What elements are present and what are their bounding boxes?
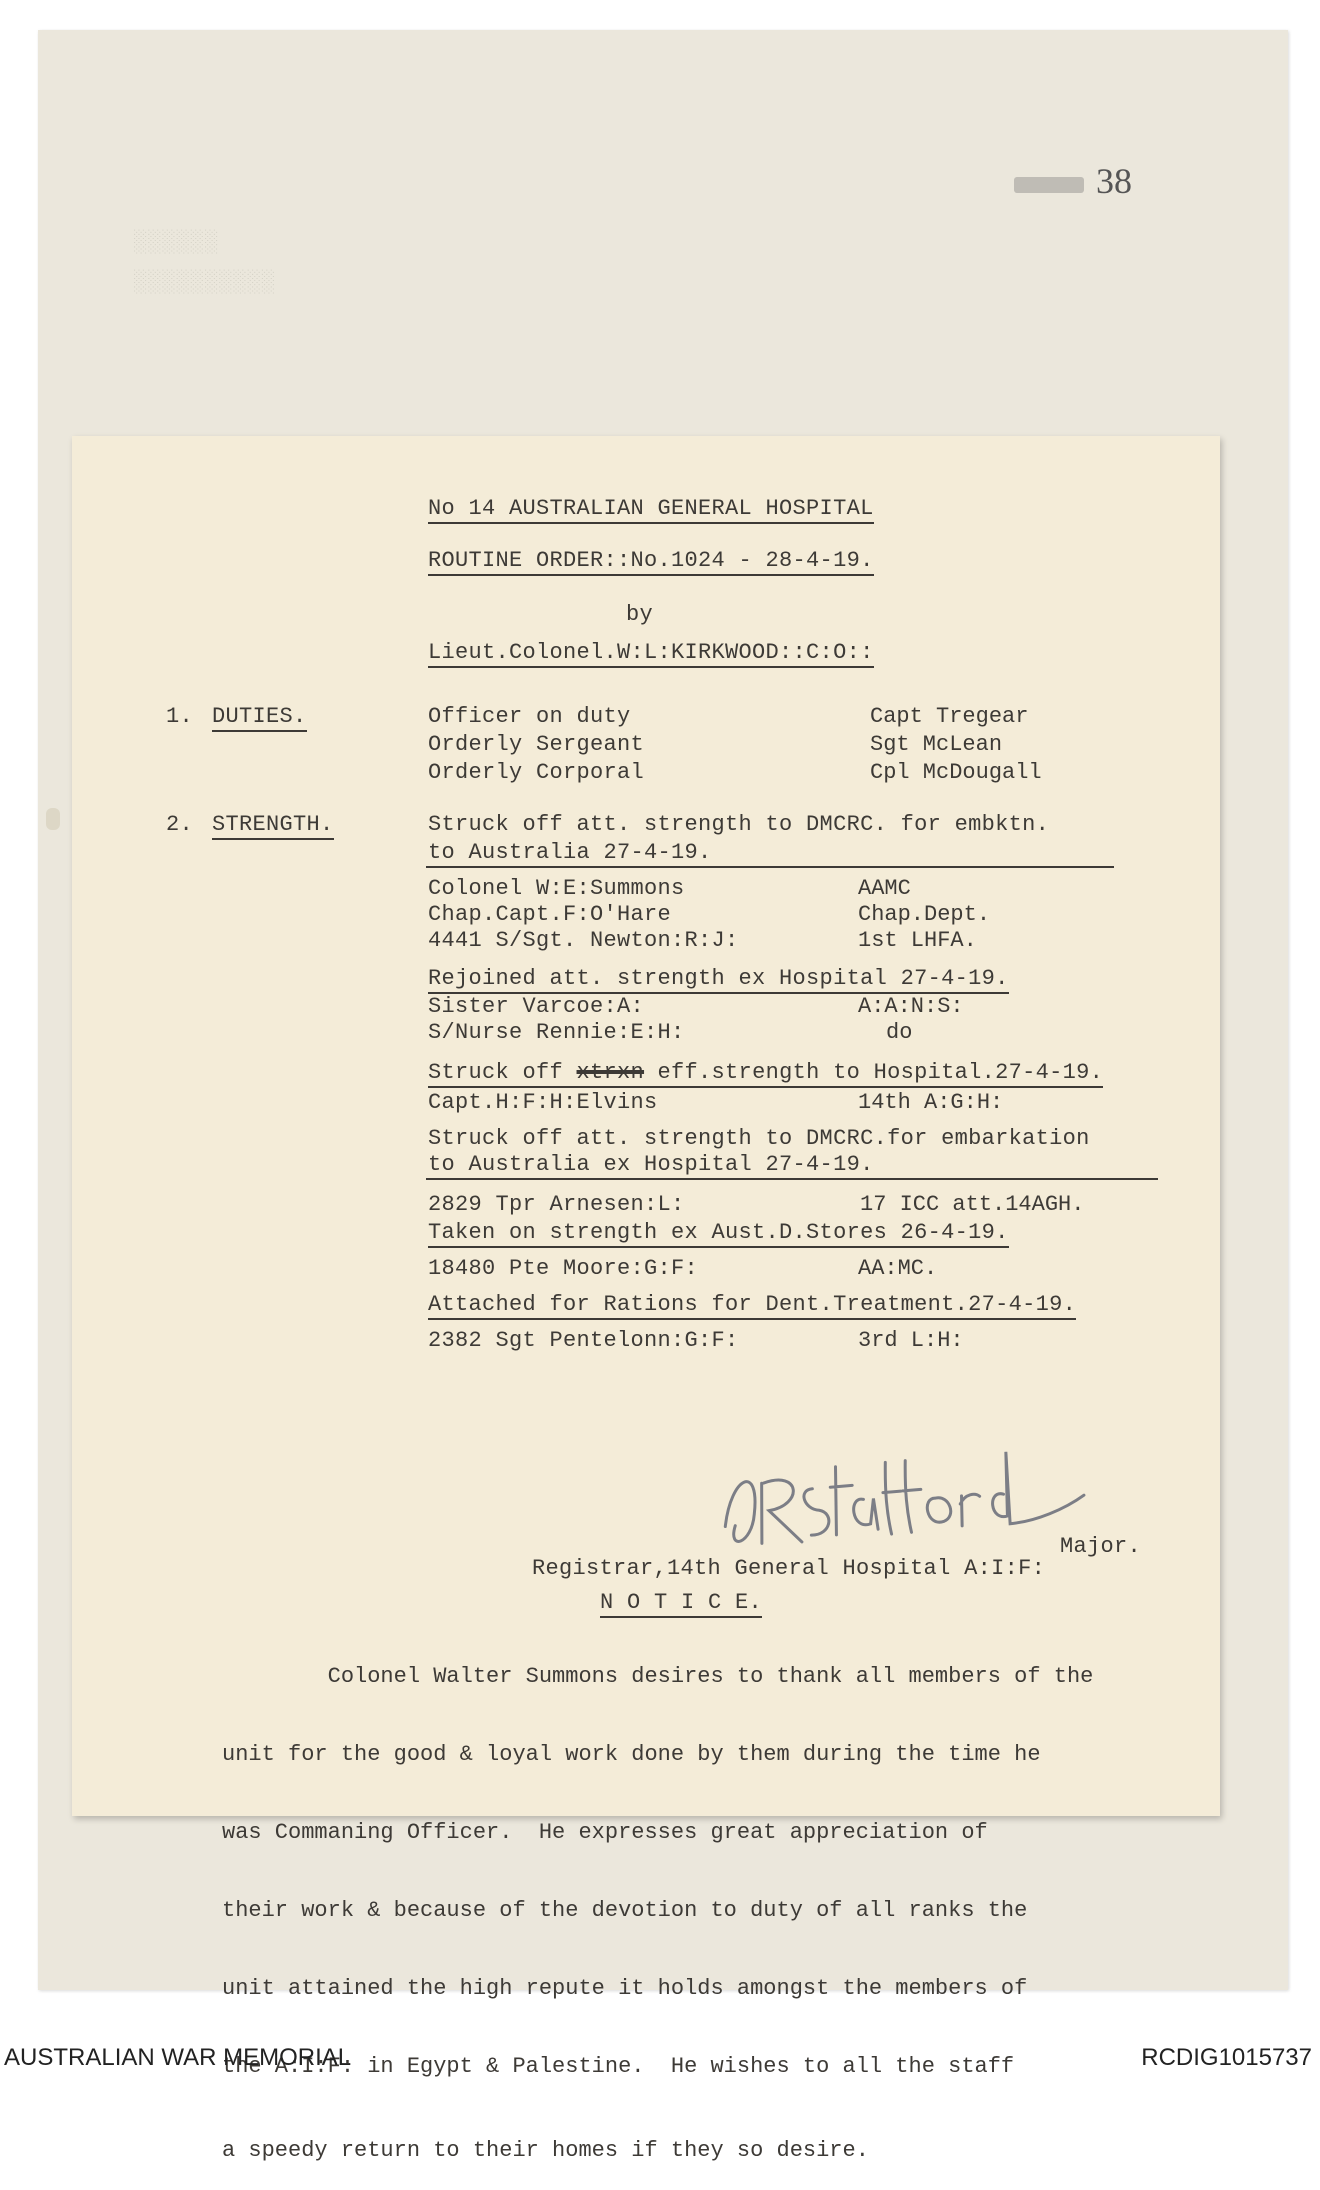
page-number: 38 [1014, 160, 1132, 202]
commanding-officer: Lieut.Colonel.W:L:KIRKWOOD::C:O:: [428, 640, 874, 666]
personnel-unit: 17 ICC att.14AGH. [860, 1192, 1085, 1217]
rule-line [426, 1178, 1158, 1180]
duty-role: Orderly Corporal [428, 760, 645, 785]
personnel-unit: do [886, 1020, 913, 1045]
personnel-name: Chap.Capt.F:O'Hare [428, 902, 672, 927]
strength-entry-title: Struck off xtrxn eff.strength to Hospital.27-4-19. [428, 1060, 1103, 1086]
struck-word: xtrxn [576, 1060, 645, 1085]
signatory-title: Registrar,14th General Hospital A:I:F: [532, 1556, 1046, 1581]
duty-role: Officer on duty [428, 704, 631, 729]
personnel-name: 2829 Tpr Arnesen:L: [428, 1192, 685, 1217]
personnel-unit: A:A:N:S: [858, 994, 964, 1019]
notice-line: Colonel Walter Summons desires to thank all members of the [222, 1664, 1094, 1689]
strength-entry-title: to Australia 27-4-19. [428, 840, 712, 865]
rule-line [426, 866, 1114, 868]
personnel-name: 18480 Pte Moore:G:F: [428, 1256, 699, 1281]
personnel-name: Capt.H:F:H:Elvins [428, 1090, 658, 1115]
personnel-unit: 1st LHFA. [858, 928, 977, 953]
strength-number: 2. [166, 812, 194, 837]
strength-entry-title: Struck off att. strength to DMCRC.for embarkation [428, 1126, 1090, 1151]
personnel-unit: 3rd L:H: [858, 1328, 964, 1353]
personnel-name: Colonel W:E:Summons [428, 876, 685, 901]
strength-heading: STRENGTH. [212, 812, 334, 838]
personnel-name: Sister Varcoe:A: [428, 994, 645, 1019]
footer-archive-name: AUSTRALIAN WAR MEMORIAL [4, 2044, 352, 2071]
notice-line: their work & because of the devotion to duty of all ranks the [222, 1898, 1028, 1923]
notice-line: a speedy return to their homes if they so desire. [222, 2138, 869, 2163]
duty-name: Sgt McLean [870, 732, 1003, 757]
hospital-title: No 14 AUSTRALIAN GENERAL HOSPITAL [428, 496, 874, 522]
footer-record-id: RCDIG1015737 [1141, 2044, 1312, 2071]
duties-heading: DUTIES. [212, 704, 307, 730]
notice-line: unit attained the high repute it holds amongst the members of [222, 1976, 1028, 2001]
by-line: by [626, 602, 654, 627]
notice-line: unit for the good & loyal work done by them during the time he [222, 1742, 1041, 1767]
strength-entry-title: to Australia ex Hospital 27-4-19. [428, 1152, 874, 1177]
personnel-unit: Chap.Dept. [858, 902, 991, 927]
personnel-unit: AAMC [858, 876, 911, 901]
routine-order-title: ROUTINE ORDER::No.1024 - 28-4-19. [428, 548, 874, 574]
duty-name: Capt Tregear [870, 704, 1029, 729]
notice-line: was Commaning Officer. He expresses great appreciation of [222, 1820, 988, 1845]
notice-heading: N O T I C E. [600, 1590, 762, 1616]
strength-entry-title: Taken on strength ex Aust.D.Stores 26-4-19. [428, 1220, 1009, 1246]
personnel-name: 4441 S/Sgt. Newton:R:J: [428, 928, 739, 953]
strength-entry-title: Rejoined att. strength ex Hospital 27-4-19. [428, 966, 1009, 992]
personnel-unit: 14th A:G:H: [858, 1090, 1004, 1115]
strength-entry-title: Struck off att. strength to DMCRC. for embktn. [428, 812, 1050, 837]
punch-hole [46, 808, 60, 830]
personnel-unit: AA:MC. [858, 1256, 938, 1281]
notice-line: the A:I:F: in Egypt & Palestine. He wishes to all the staff [222, 2054, 1015, 2079]
personnel-name: 2382 Sgt Pentelonn:G:F: [428, 1328, 739, 1353]
bleed-through-text: ░░░░░░ [134, 230, 220, 255]
duty-name: Cpl McDougall [870, 760, 1042, 785]
personnel-name: S/Nurse Rennie:E:H: [428, 1020, 685, 1045]
bleed-through-text: ░░░░░░░░░░ [134, 270, 277, 295]
duty-role: Orderly Sergeant [428, 732, 645, 757]
strength-entry-title: Attached for Rations for Dent.Treatment.27-4-19. [428, 1292, 1076, 1318]
stamp-smudge [1014, 177, 1084, 193]
notice-body [222, 1612, 1212, 2190]
signatory-rank: Major. [1060, 1534, 1142, 1559]
duties-number: 1. [166, 704, 194, 729]
